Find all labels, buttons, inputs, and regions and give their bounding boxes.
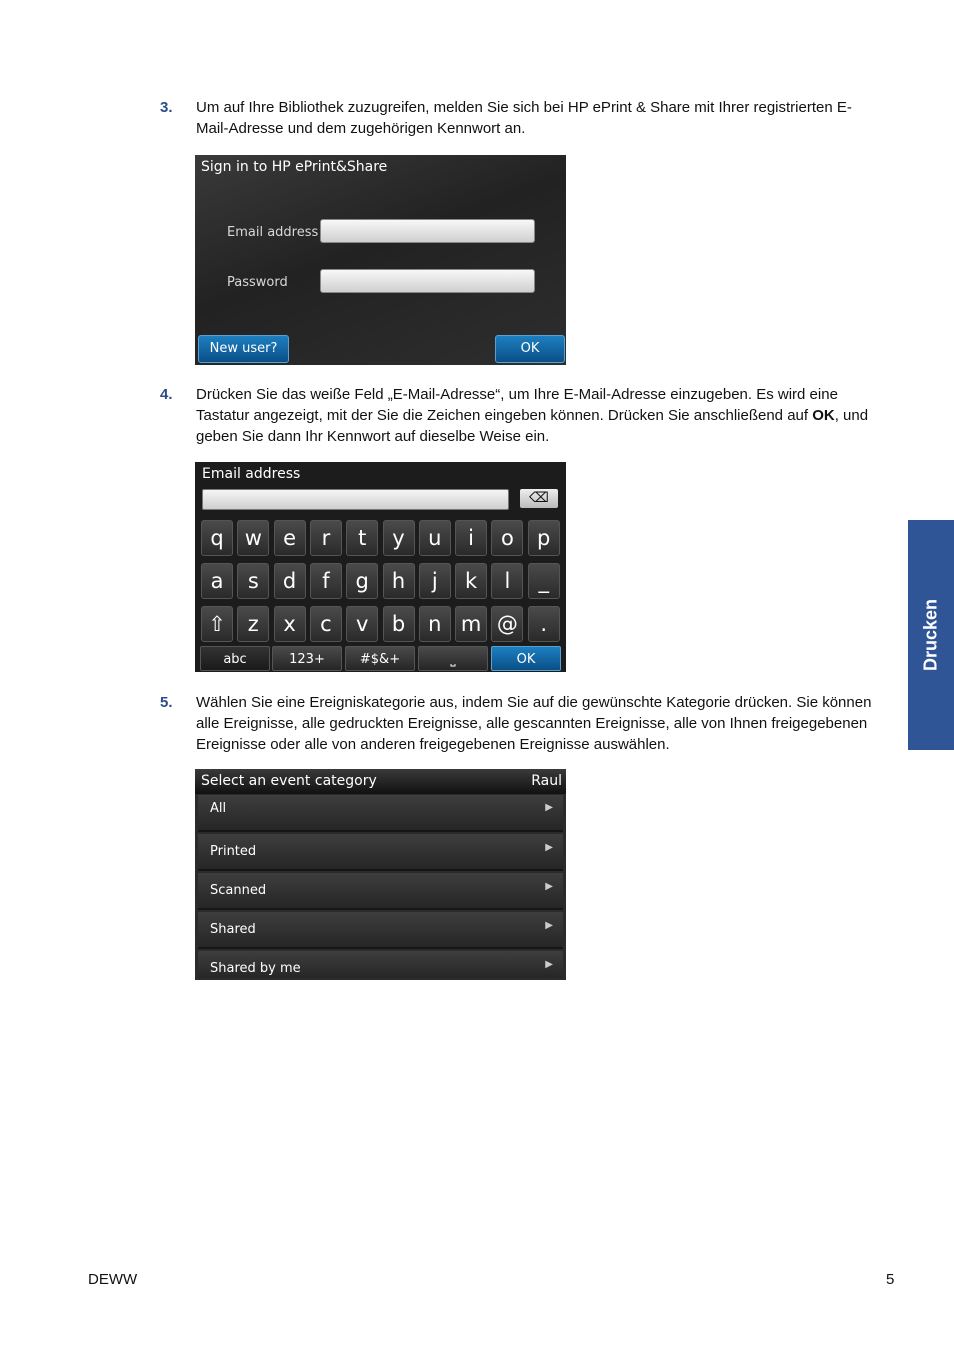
key-g[interactable]: g bbox=[346, 563, 378, 599]
key-e[interactable]: e bbox=[274, 520, 306, 556]
key-n[interactable]: n bbox=[419, 606, 451, 642]
key-b[interactable]: b bbox=[383, 606, 415, 642]
arrow-right-icon: ▶ bbox=[545, 881, 553, 892]
key-z[interactable]: z bbox=[237, 606, 269, 642]
step-number: 5. bbox=[160, 694, 173, 711]
user-name: Raul bbox=[531, 773, 562, 789]
email-input[interactable] bbox=[202, 489, 509, 510]
list-item[interactable] bbox=[198, 912, 563, 949]
footer-left: DEWW bbox=[88, 1271, 138, 1288]
key-o[interactable]: o bbox=[491, 520, 523, 556]
list-item[interactable] bbox=[198, 834, 563, 871]
key-@[interactable]: @ bbox=[491, 606, 523, 642]
key-x[interactable]: x bbox=[274, 606, 306, 642]
key-j[interactable]: j bbox=[419, 563, 451, 599]
keyboard-title: Email address bbox=[202, 466, 301, 482]
step-number: 4. bbox=[160, 386, 173, 403]
password-field[interactable] bbox=[320, 269, 535, 293]
list-item[interactable] bbox=[198, 951, 563, 978]
key-t[interactable]: t bbox=[346, 520, 378, 556]
arrow-right-icon: ▶ bbox=[545, 959, 553, 970]
keyboard-screenshot bbox=[195, 462, 566, 672]
key-l[interactable]: l bbox=[491, 563, 523, 599]
key-d[interactable]: d bbox=[274, 563, 306, 599]
arrow-right-icon: ▶ bbox=[545, 842, 553, 853]
key-p[interactable]: p bbox=[528, 520, 560, 556]
key-w[interactable]: w bbox=[237, 520, 269, 556]
ok-key[interactable]: OK bbox=[491, 646, 561, 671]
key-v[interactable]: v bbox=[346, 606, 378, 642]
password-label: Password bbox=[227, 275, 288, 290]
symbols-key[interactable]: #$&+ bbox=[345, 646, 415, 671]
event-title: Select an event category bbox=[201, 773, 377, 789]
step-text: Wählen Sie eine Ereigniskategorie aus, indem Sie auf die gewünschte Kategorie drücken. Sie können alle Ereignisse, alle gedruckten Ereignisse, alle gescannten Ereignisse, alle von Ihnen freigegebenen Ereignisse oder alle von anderen freigegebenen Ereignisse auswählen. bbox=[196, 694, 872, 753]
step-text: Drücken Sie das weiße Feld „E-Mail-Adresse“, um Ihre E-Mail-Adresse einzugeben. Es wird eine Tastatur angezeigt, mit der Sie die Zeichen eingeben können. Drücken Sie anschließend auf OK, und geben Sie dann Ihr Kennwort auf dieselbe Weise ein. bbox=[196, 386, 869, 445]
item-label: Printed bbox=[210, 844, 257, 859]
ok-button[interactable]: OK bbox=[495, 335, 565, 363]
step-text: Um auf Ihre Bibliothek zuzugreifen, melden Sie sich bei HP ePrint & Share mit Ihrer registrierten E-Mail-Adresse und dem zugehörigen Kennwort an. bbox=[196, 99, 852, 137]
item-label: Shared bbox=[210, 922, 256, 937]
step-number: 3. bbox=[160, 99, 173, 116]
space-key[interactable]: ⎵ bbox=[418, 646, 488, 671]
numbers-key[interactable]: 123+ bbox=[272, 646, 342, 671]
page-number: 5 bbox=[886, 1271, 895, 1288]
event-category-screenshot bbox=[195, 769, 566, 980]
key-s[interactable]: s bbox=[237, 563, 269, 599]
key-c[interactable]: c bbox=[310, 606, 342, 642]
key-m[interactable]: m bbox=[455, 606, 487, 642]
key-r[interactable]: r bbox=[310, 520, 342, 556]
arrow-right-icon: ▶ bbox=[545, 920, 553, 931]
list-item[interactable] bbox=[198, 873, 563, 910]
key-a[interactable]: a bbox=[201, 563, 233, 599]
signin-title: Sign in to HP ePrint&Share bbox=[201, 159, 388, 175]
list-item[interactable] bbox=[198, 795, 563, 832]
key-k[interactable]: k bbox=[455, 563, 487, 599]
abc-key[interactable]: abc bbox=[200, 646, 270, 671]
item-label: Shared by me bbox=[210, 961, 301, 976]
event-title-bar bbox=[195, 769, 566, 794]
key-h[interactable]: h bbox=[383, 563, 415, 599]
new-user-button[interactable]: New user? bbox=[198, 335, 289, 363]
key-u[interactable]: u bbox=[419, 520, 451, 556]
chapter-tab bbox=[908, 520, 954, 750]
key-_[interactable]: _ bbox=[528, 563, 560, 599]
chapter-tab-label: Drucken bbox=[920, 598, 941, 672]
key-q[interactable]: q bbox=[201, 520, 233, 556]
key-.[interactable]: . bbox=[528, 606, 560, 642]
signin-screenshot bbox=[195, 155, 566, 365]
arrow-right-icon: ▶ bbox=[545, 802, 553, 813]
key-f[interactable]: f bbox=[310, 563, 342, 599]
ok-bold: OK bbox=[812, 407, 835, 424]
key-y[interactable]: y bbox=[383, 520, 415, 556]
key-i[interactable]: i bbox=[455, 520, 487, 556]
email-label: Email address bbox=[227, 225, 319, 240]
email-field[interactable] bbox=[320, 219, 535, 243]
backspace-icon[interactable]: ⌫ bbox=[520, 489, 558, 508]
shift-icon[interactable]: ⇧ bbox=[201, 606, 233, 642]
item-label: Scanned bbox=[210, 883, 267, 898]
item-label: All bbox=[210, 801, 227, 816]
